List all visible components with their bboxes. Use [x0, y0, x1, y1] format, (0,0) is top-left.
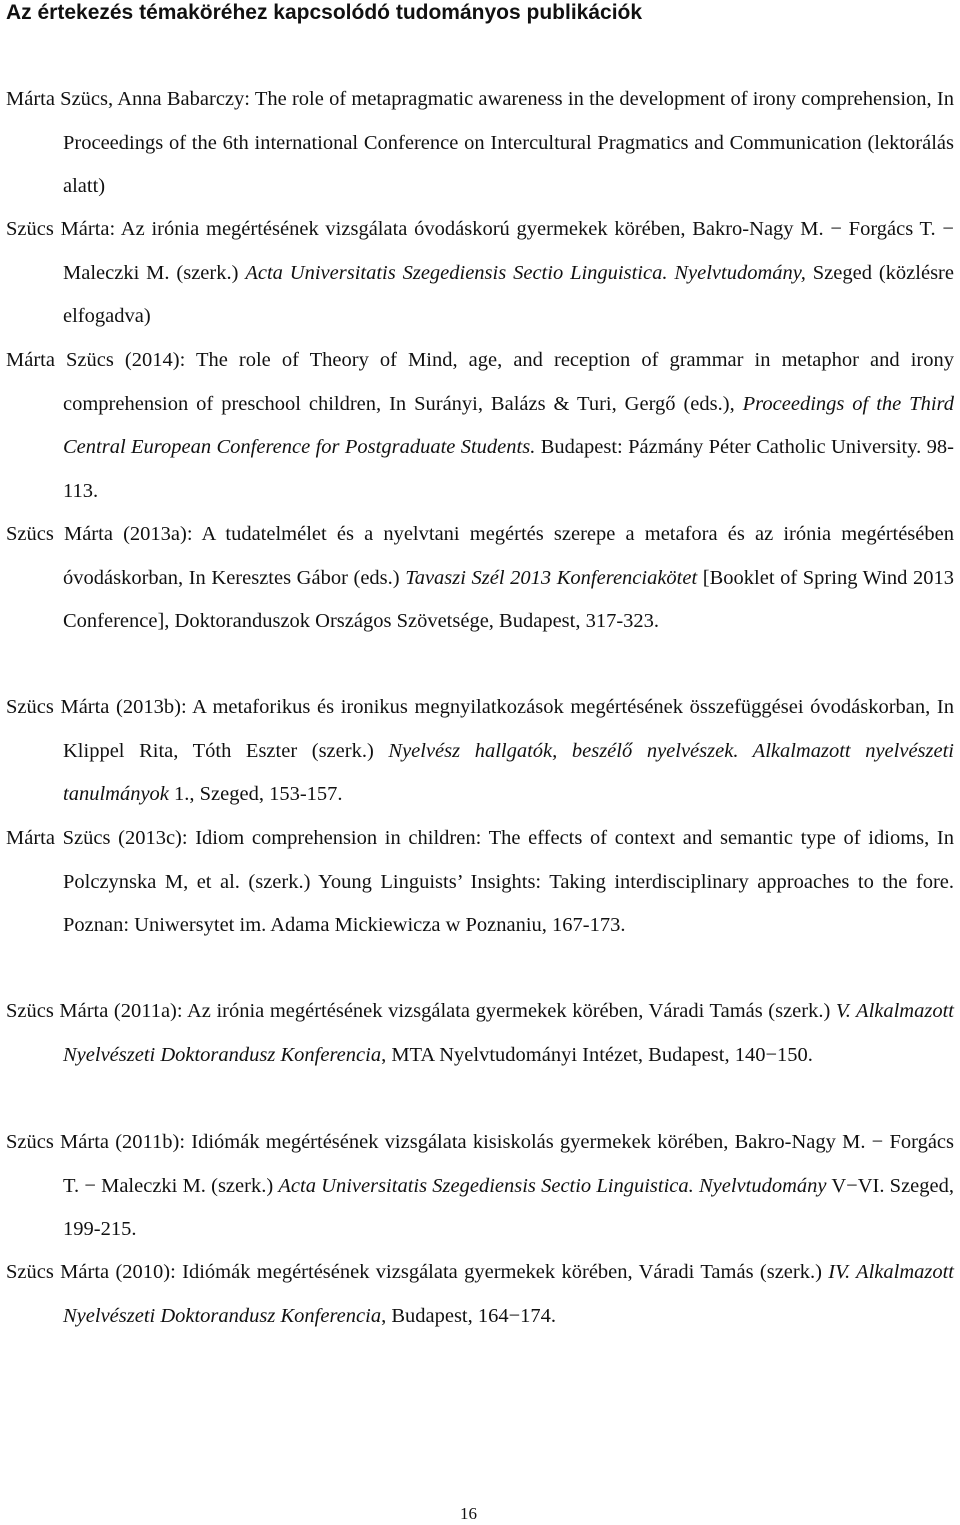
entry-title-italic: Acta Universitatis Szegediensis Sectio Linguistica. Nyelvtudomány, — [245, 261, 806, 284]
entry-text: Márta Szücs (2014): The role of Theory of Mind, age, and reception of grammar in metaphor and irony comprehension of preschool children, In Surányi, Balázs & Turi, Gergő (eds.), — [6, 349, 954, 415]
entry-text: Szücs Márta (2013a): A tudatelmélet és a nyelvtani megértés szerepe a metafora és az irónia megértésében óvodáskorban, In Keresztes Gábor (eds.) — [6, 523, 954, 589]
publication-entry — [6, 990, 954, 1120]
publication-entry — [6, 1121, 954, 1251]
publication-entry — [6, 339, 954, 513]
entry-text: 1., Szeged, 153-157. — [168, 783, 343, 805]
entry-text: Szücs Márta (2011a): Az irónia megértésének vizsgálata gyermekek körében, Váradi Tamás (szerk.) — [6, 1000, 836, 1022]
publication-entry — [6, 208, 954, 338]
entry-text: Márta Szücs, Anna Babarczy: The role of metapragmatic awareness in the development of irony comprehension, In Proceedings of the 6th international Conference on Intercultural Pragmatics and Communication (lektorálás alatt) — [6, 88, 954, 197]
entry-text: Szeged (közlésre elfogadva) — [63, 261, 954, 327]
entry-text: Márta Szücs (2013c): Idiom comprehension in children: The effects of context and semantic type of idioms, In Polczynska M, et al. (szerk.) Young Linguists’ Insights: Taking interdisciplinary approaches to the fore. Poznan: Uniwersytet im. Adama Mickiewicza w Poznaniu, 167-173. — [6, 827, 954, 936]
entry-title-italic: Proceedings of the Third Central European Conference for Postgraduate Students. — [63, 392, 954, 458]
publication-entry — [6, 686, 954, 816]
publication-entry — [6, 78, 954, 208]
entry-text: [Booklet of Spring Wind 2013 Conference], Doktoranduszok Országos Szövetsége, Budapest, 317-323. — [63, 566, 954, 632]
entry-text: Szücs Márta: Az irónia megértésének vizsgálata óvodáskorú gyermekek körében, Bakro-Nagy M. − Forgács T. − Maleczki M. (szerk.) — [6, 218, 954, 284]
entry-text: , MTA Nyelvtudományi Intézet, Budapest, 140−150. — [381, 1043, 813, 1066]
entry-text: V−VI. Szeged, 199-215. — [63, 1174, 954, 1240]
entry-title-italic: Tavaszi Szél 2013 Konferenciakötet — [405, 566, 698, 589]
entry-text: , Budapest, 164−174. — [381, 1304, 557, 1327]
entry-text: Szücs Márta (2013b): A metaforikus és ironikus megnyilatkozások megértésének összefüggései óvodáskorban, In Klippel Rita, Tóth Eszter (szerk.) — [6, 696, 954, 762]
entry-title-italic: IV. Alkalmazott Nyelvészeti Doktorandusz Konferencia — [63, 1261, 954, 1327]
entry-text: Budapest: Pázmány Péter Catholic University. 98-113. — [63, 436, 954, 502]
entry-text: Szücs Márta (2011b): Idiómák megértésének vizsgálata kisiskolás gyermekek körében, Bakro-Nagy M. − Forgács T. − Maleczki M. (szerk.) — [6, 1131, 954, 1197]
page-number: 16 — [460, 1504, 477, 1523]
publication-entry — [6, 817, 954, 991]
entry-title-italic: Nyelvész hallgatók, beszélő nyelvészek. Alkalmazott nyelvészeti tanulmányok — [63, 739, 954, 805]
entry-title-italic: V. Alkalmazott Nyelvészeti Doktorandusz Konferencia — [63, 1000, 954, 1066]
publication-entry — [6, 513, 954, 687]
entry-text: Szücs Márta (2010): Idiómák megértésének vizsgálata gyermekek körében, Váradi Tamás (szerk.) — [6, 1261, 829, 1283]
section-heading: Az értekezés témaköréhez kapcsolódó tudományos publikációk — [6, 1, 643, 24]
entry-title-italic: Acta Universitatis Szegediensis Sectio Linguistica. Nyelvtudomány — [278, 1174, 827, 1197]
publication-entry — [6, 1251, 954, 1381]
